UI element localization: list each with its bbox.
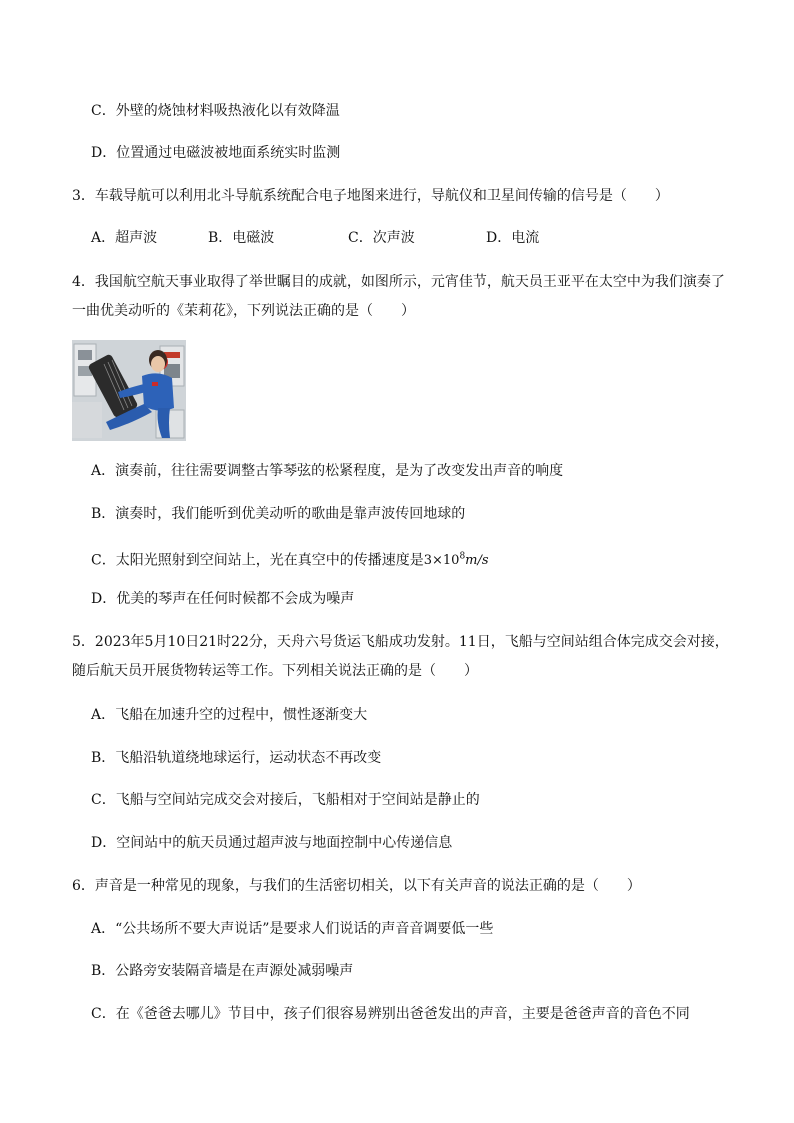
q4-option-c <box>91 547 489 571</box>
q3-stem: 3．车载导航可以利用北斗导航系统配合电子地图来进行，导航仪和卫星间传输的信号是（ ） <box>72 188 669 204</box>
formula-unit: m/s <box>465 553 489 569</box>
q5-stem-line1: 5．2023年5月10日21时22分，天舟六号货运飞船成功发射。11日，飞船与空间站组合体完成交会对接， <box>72 634 729 650</box>
q4-stem-line1: 4．我国航空航天事业取得了举世瞩目的成就，如图所示，元宵佳节，航天员王亚平在太空中为我们演奏了 <box>72 274 725 290</box>
q4-option-c-text: C．太阳光照射到空间站上，光在真空中的传播速度是 <box>91 552 424 569</box>
q2-option-d: D．位置通过电磁波被地面系统实时监测 <box>91 145 341 161</box>
q4-option-d: D．优美的琴声在任何时候都不会成为噪声 <box>91 591 355 607</box>
q3-option-c: C．次声波 <box>348 230 415 246</box>
q4-option-a: A．演奏前，往往需要调整古筝琴弦的松紧程度，是为了改变发出声音的响度 <box>91 463 564 479</box>
q6-option-c: C．在《爸爸去哪儿》节目中，孩子们很容易辨别出爸爸发出的声音，主要是爸爸声音的音色不同 <box>91 1006 690 1022</box>
q2-option-c: C．外壁的烧蚀材料吸热液化以有效降温 <box>91 103 340 119</box>
q3-option-a: A．超声波 <box>91 230 158 246</box>
q3-options <box>91 228 651 248</box>
formula-base: 3×10 <box>423 553 460 569</box>
q5-option-c: C．飞船与空间站完成交会对接后，飞船相对于空间站是静止的 <box>91 792 480 808</box>
q4-stem-line2: 一曲优美动听的《茉莉花》，下列说法正确的是（ ） <box>72 303 415 319</box>
q5-stem-line2: 随后航天员开展货物转运等工作。下列相关说法正确的是（ ） <box>72 663 478 679</box>
speed-of-light-formula <box>424 553 489 568</box>
q3-option-b: B．电磁波 <box>208 230 275 246</box>
q3-option-d: D．电流 <box>486 230 540 246</box>
formula-exponent: 8 <box>459 552 466 562</box>
astronaut-photo-illustration <box>72 340 186 441</box>
astronaut-guzheng-photo <box>72 340 186 441</box>
q5-option-a: A．飞船在加速升空的过程中，惯性逐渐变大 <box>91 707 368 723</box>
q4-option-b: B．演奏时，我们能听到优美动听的歌曲是靠声波传回地球的 <box>91 506 466 522</box>
q6-option-b: B．公路旁安装隔音墙是在声源处减弱噪声 <box>91 963 354 979</box>
q6-option-a: A．“公共场所不要大声说话”是要求人们说话的声音音调要低一些 <box>91 921 494 937</box>
q6-stem: 6．声音是一种常见的现象，与我们的生活密切相关，以下有关声音的说法正确的是（ ） <box>72 878 641 894</box>
q5-option-b: B．飞船沿轨道绕地球运行，运动状态不再改变 <box>91 750 382 766</box>
q5-option-d: D．空间站中的航天员通过超声波与地面控制中心传递信息 <box>91 835 453 851</box>
